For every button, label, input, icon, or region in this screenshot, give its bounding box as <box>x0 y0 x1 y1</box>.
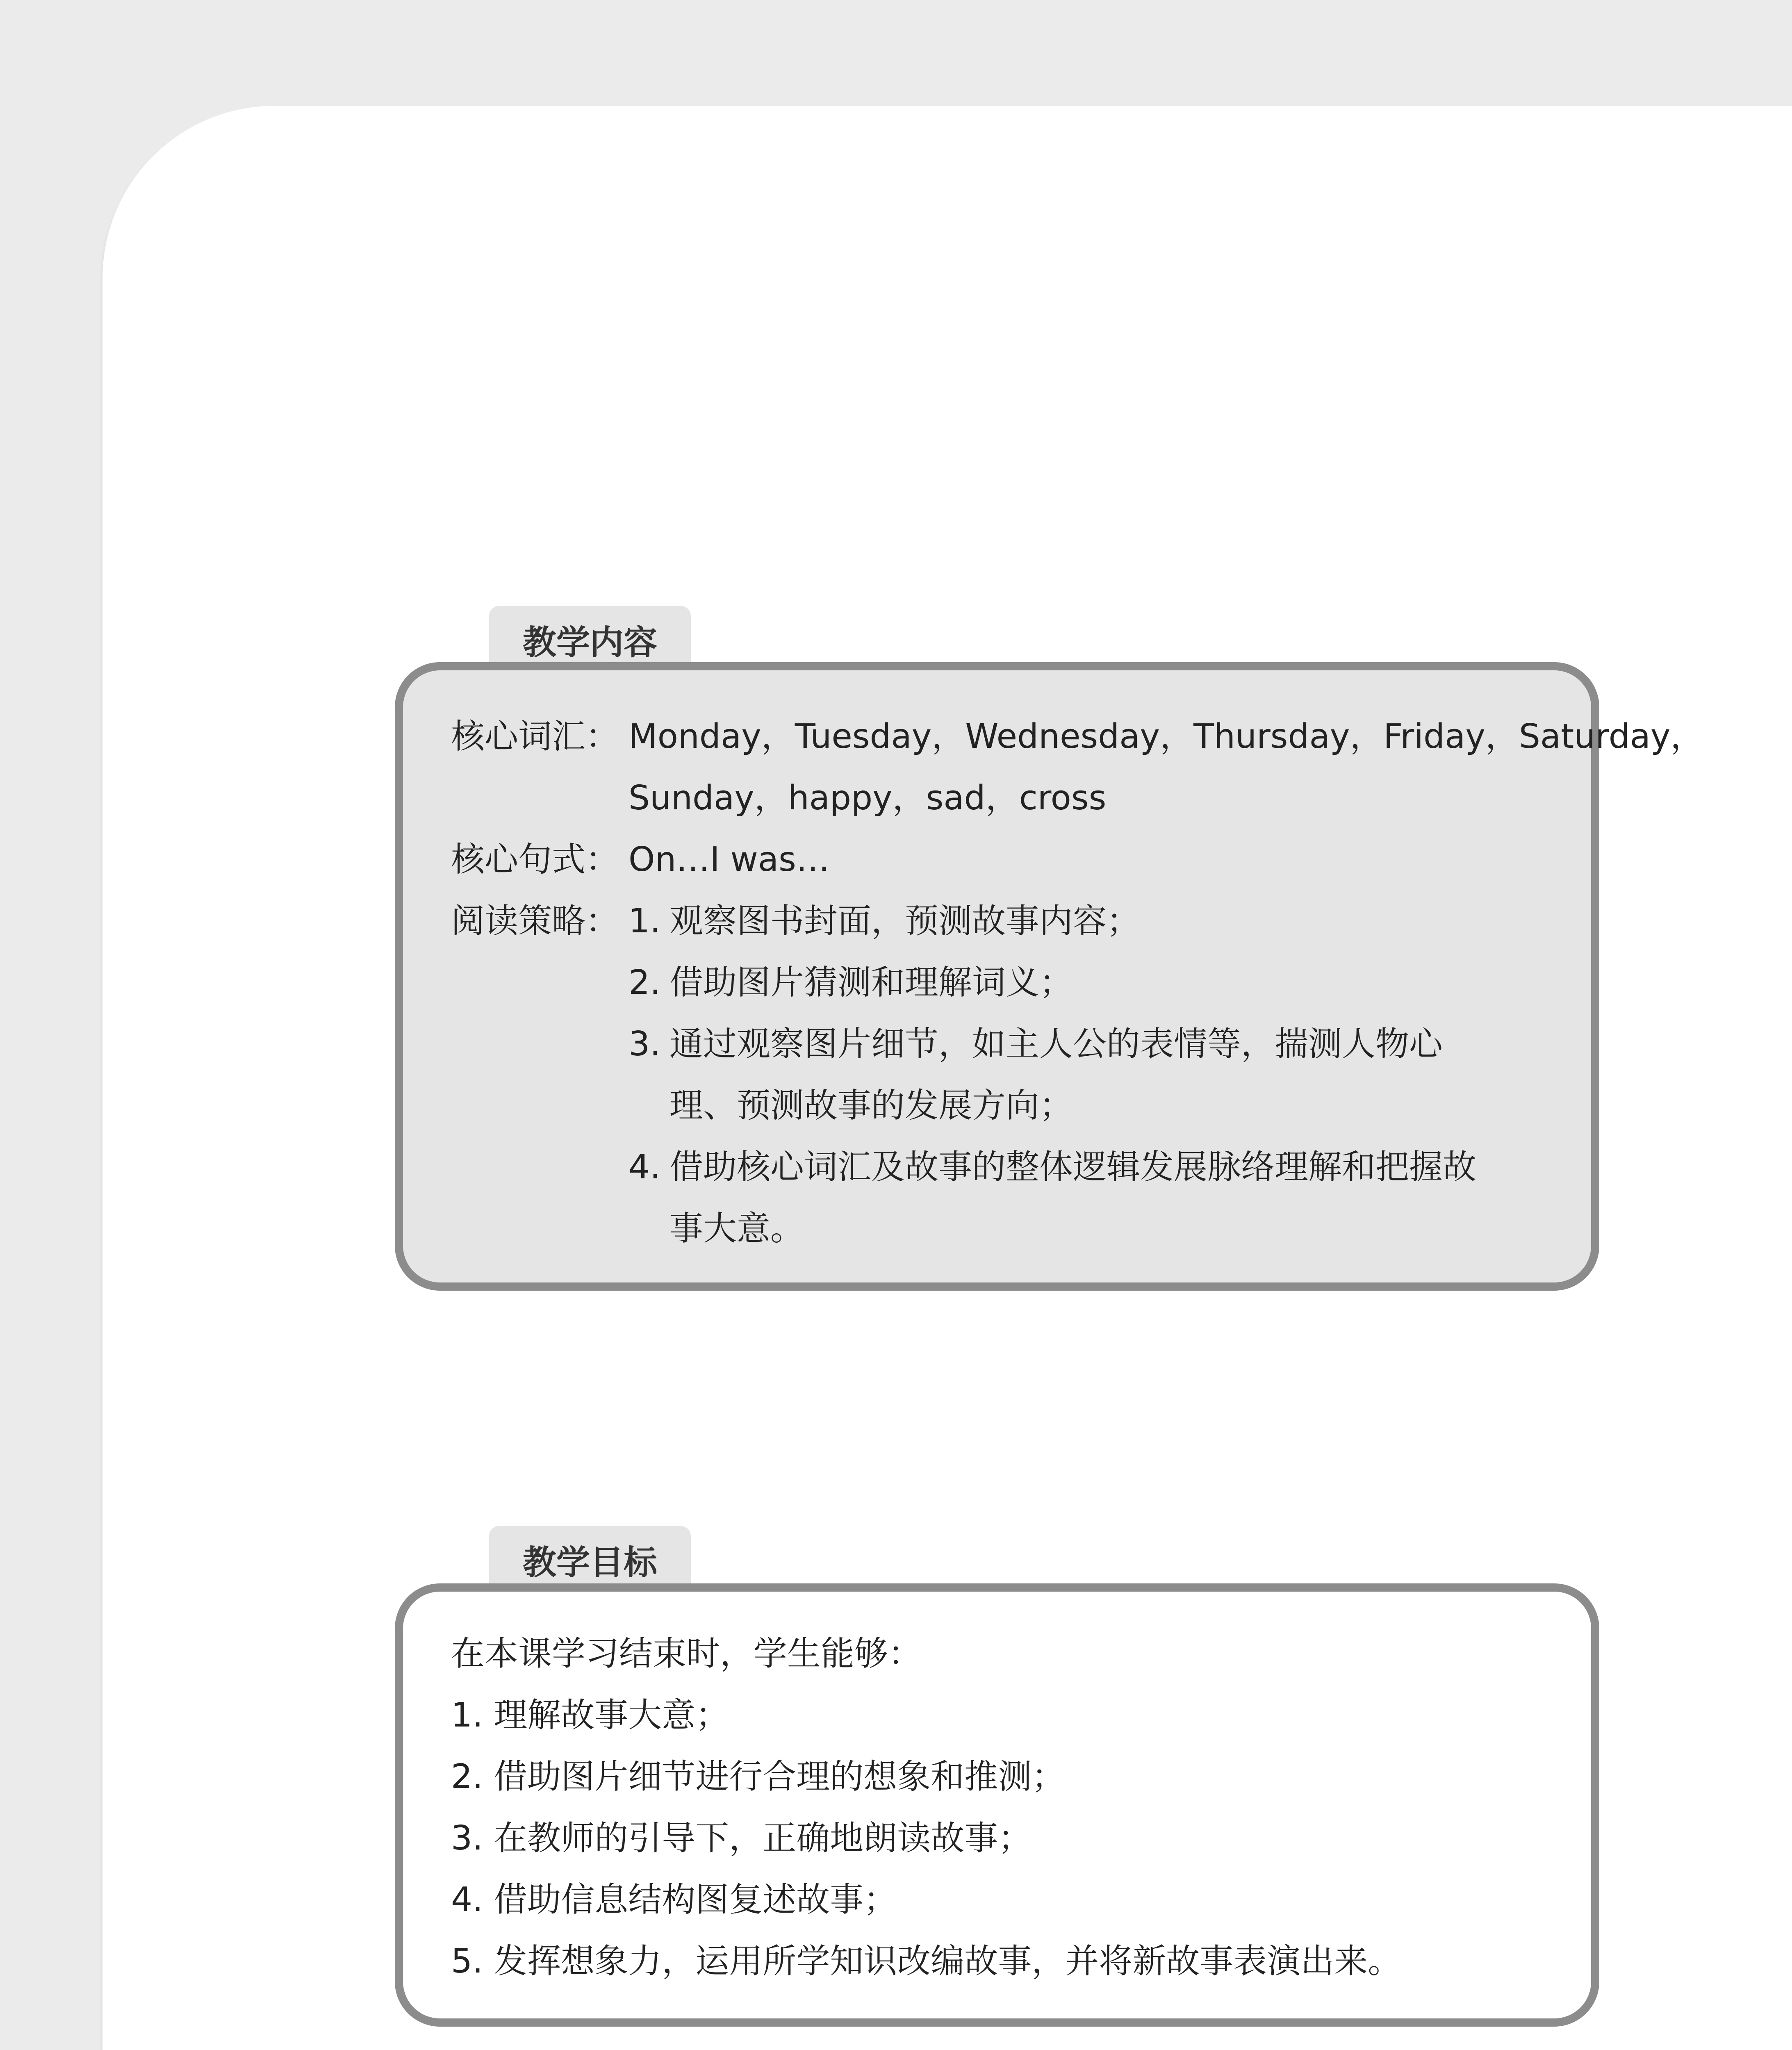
strategy-number: 4. <box>628 1148 661 1187</box>
goal-item: 1. 理解故事大意； <box>451 1696 729 1735</box>
core-vocab-line-1: Monday，Tuesday，Wednesday，Thursday，Friday，Saturday， <box>628 717 1704 756</box>
strategy-number: 1. <box>628 902 661 941</box>
goal-item: 3. 在教师的引导下，正确地朗读故事； <box>451 1819 1032 1858</box>
core-vocab-label: 核心词汇： <box>451 717 619 756</box>
strategy-text: 借助图片猜测和理解词义； <box>669 963 1073 1002</box>
strategy-text-continued: 事大意。 <box>669 1209 804 1248</box>
strategy-text: 借助核心词汇及故事的整体逻辑发展脉络理解和把握故 <box>669 1148 1477 1187</box>
goal-item: 5. 发挥想象力，运用所学知识改编故事，并将新故事表演出来。 <box>451 1942 1402 1981</box>
teaching-content-box <box>395 662 1704 1291</box>
goal-item: 2. 借助图片细节进行合理的想象和推测； <box>451 1757 1066 1796</box>
core-sentence-value: On…I was… <box>628 840 830 879</box>
strategy-text: 通过观察图片细节，如主人公的表情等，揣测人物心 <box>669 1025 1443 1064</box>
goal-item: 4. 借助信息结构图复述故事； <box>451 1880 897 1919</box>
section-title: 教学目标 <box>522 1543 657 1582</box>
strategy-number: 2. <box>628 963 661 1002</box>
teaching-goals-box <box>395 1583 1599 2027</box>
core-vocab-line-2: Sunday，happy，sad，cross <box>628 779 1107 818</box>
core-sentence-label: 核心句式： <box>451 840 619 879</box>
strategy-text-continued: 理、预测故事的发展方向； <box>669 1086 1073 1125</box>
strategy-text: 观察图书封面，预测故事内容； <box>669 902 1141 941</box>
section-title: 教学内容 <box>522 623 657 662</box>
goals-intro: 在本课学习结束时，学生能够： <box>451 1634 922 1673</box>
reading-strategy-label: 阅读策略： <box>451 902 619 941</box>
strategy-number: 3. <box>628 1025 661 1064</box>
